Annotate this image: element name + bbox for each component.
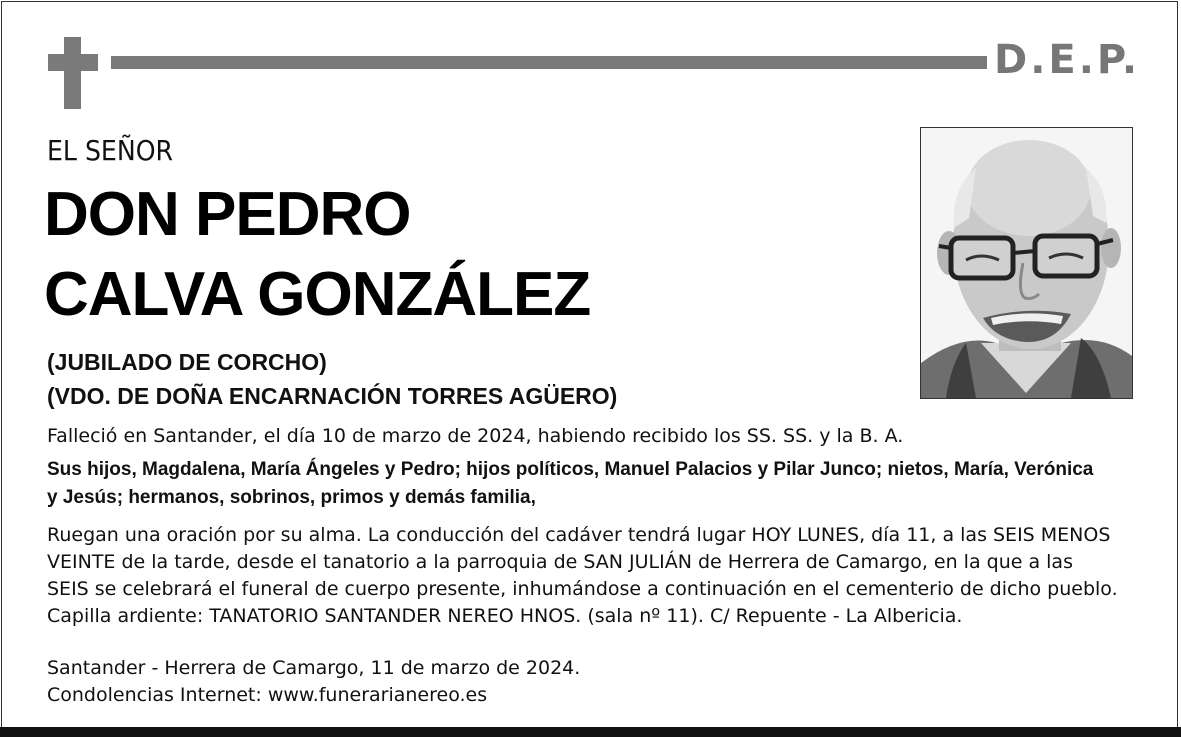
family-line-1: Sus hijos, Magdalena, María Ángeles y Pedro; hijos políticos, Manuel Palacios y Pilar Junco; nietos, María, Verónica — [47, 459, 1094, 480]
dep-label: D.E.P. — [994, 37, 1141, 83]
header-rule — [111, 56, 987, 69]
deceased-name-line1: DON PEDRO — [44, 180, 411, 249]
funeral-line-3: SEIS se celebrará el funeral de cuerpo presente, inhumándose a continuación en el cementerio de dicho pueblo. — [47, 578, 1118, 600]
portrait-photo — [920, 127, 1133, 399]
death-line: Falleció en Santander, el día 10 de marzo de 2024, habiendo recibido los SS. SS. y la B. A. — [47, 425, 904, 447]
honorific: EL SEÑOR — [47, 134, 174, 167]
deceased-name-line2: CALVA GONZÁLEZ — [44, 260, 591, 329]
condolences-line: Condolencias Internet: www.funerarianereo.es — [47, 684, 488, 706]
cross-icon — [64, 37, 81, 109]
bottom-border — [0, 727, 1181, 737]
portrait-illustration — [921, 128, 1132, 398]
funeral-line-4: Capilla ardiente: TANATORIO SANTANDER NEREO HNOS. (sala nº 11). C/ Repuente - La Albericia. — [47, 605, 963, 627]
funeral-line-1: Ruegan una oración por su alma. La conducción del cadáver tendrá lugar HOY LUNES, día 11, a las SEIS MENOS — [47, 524, 1111, 546]
family-line-2: y Jesús; hermanos, sobrinos, primos y demás familia, — [47, 487, 536, 508]
deceased-note-widower: (VDO. DE DOÑA ENCARNACIÓN TORRES AGÜERO) — [47, 383, 618, 409]
place-date: Santander - Herrera de Camargo, 11 de marzo de 2024. — [47, 657, 581, 679]
funeral-line-2: VEINTE de la tarde, desde el tanatorio a la parroquia de SAN JULIÁN de Herrera de Camargo, en la que a las — [47, 551, 1073, 573]
cross-icon-bar — [48, 54, 98, 71]
deceased-note-occupation: (JUBILADO DE CORCHO) — [47, 349, 327, 375]
